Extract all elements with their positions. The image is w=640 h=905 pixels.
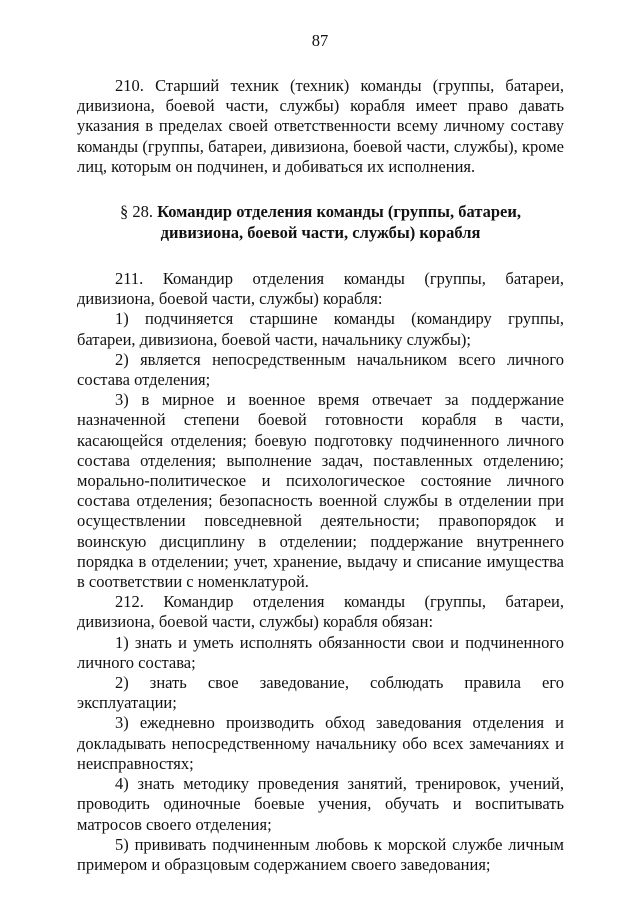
section-number: § 28.: [119, 202, 153, 222]
paragraph-211: 211. Командир отделения команды (группы, батареи, дивизиона, боевой части, службы) корабля:: [77, 269, 564, 309]
list-item-212-2: 2) знать свое заведование, соблюдать правила его эксплуатации;: [77, 673, 564, 713]
paragraph-210: 210. Старший техник (техник) команды (группы, батареи, дивизиона, боевой части, службы) корабля имеет право давать указания в пределах своей ответственности всему личному составу команды (группы, батареи, дивизиона, боевой части, службы), кроме лиц, которым он подчинен, и добиваться их исполнения.: [77, 76, 564, 176]
list-item-212-3: 3) ежедневно производить обход заведования отделения и докладывать непосредственному начальнику обо всех замечаниях и неисправностях;: [77, 713, 564, 773]
list-item-212-4: 4) знать методику проведения занятий, тренировок, учений, проводить одиночные боевые учения, обучать и воспитывать матросов своего отделения;: [77, 774, 564, 834]
paragraph-212: 212. Командир отделения команды (группы, батареи, дивизиона, боевой части, службы) корабля обязан:: [77, 592, 564, 632]
document-body: [77, 76, 564, 875]
page-number: 87: [311, 31, 329, 50]
list-item-212-5: 5) прививать подчиненным любовь к морской службе личным примером и образцовым содержанием своего заведования;: [77, 834, 564, 874]
list-item-212-1: 1) знать и уметь исполнять обязанности свои и подчиненного личного состава;: [77, 632, 564, 672]
section-title: Командир отделения команды (группы, батареи, дивизиона, боевой части, службы) корабля: [157, 202, 522, 243]
list-item-211-2: 2) является непосредственным начальником всего личного состава отделения;: [77, 349, 564, 390]
section-heading: [77, 201, 564, 243]
list-item-211-3: 3) в мирное и военное время отвечает за поддержание назначенной степени боевой готовности корабля в части, касающейся отделения; боевую подготовку подчиненного личного состава отделения; выполнение задач, поставленных отделению; морально-политическое и психологическое состояние личного состава отделения; безопасность военной службы в отделении при осуществлении повседневной деятельности; правопорядок и воинскую дисциплину в отделении; поддержание внутреннего порядка в отделении; учет, хранение, выдачу и списание имущества в соответствии с номенклатурой.: [77, 390, 564, 592]
list-item-211-1: 1) подчиняется старшине команды (командиру группы, батареи, дивизиона, боевой части, начальнику службы);: [77, 309, 564, 349]
